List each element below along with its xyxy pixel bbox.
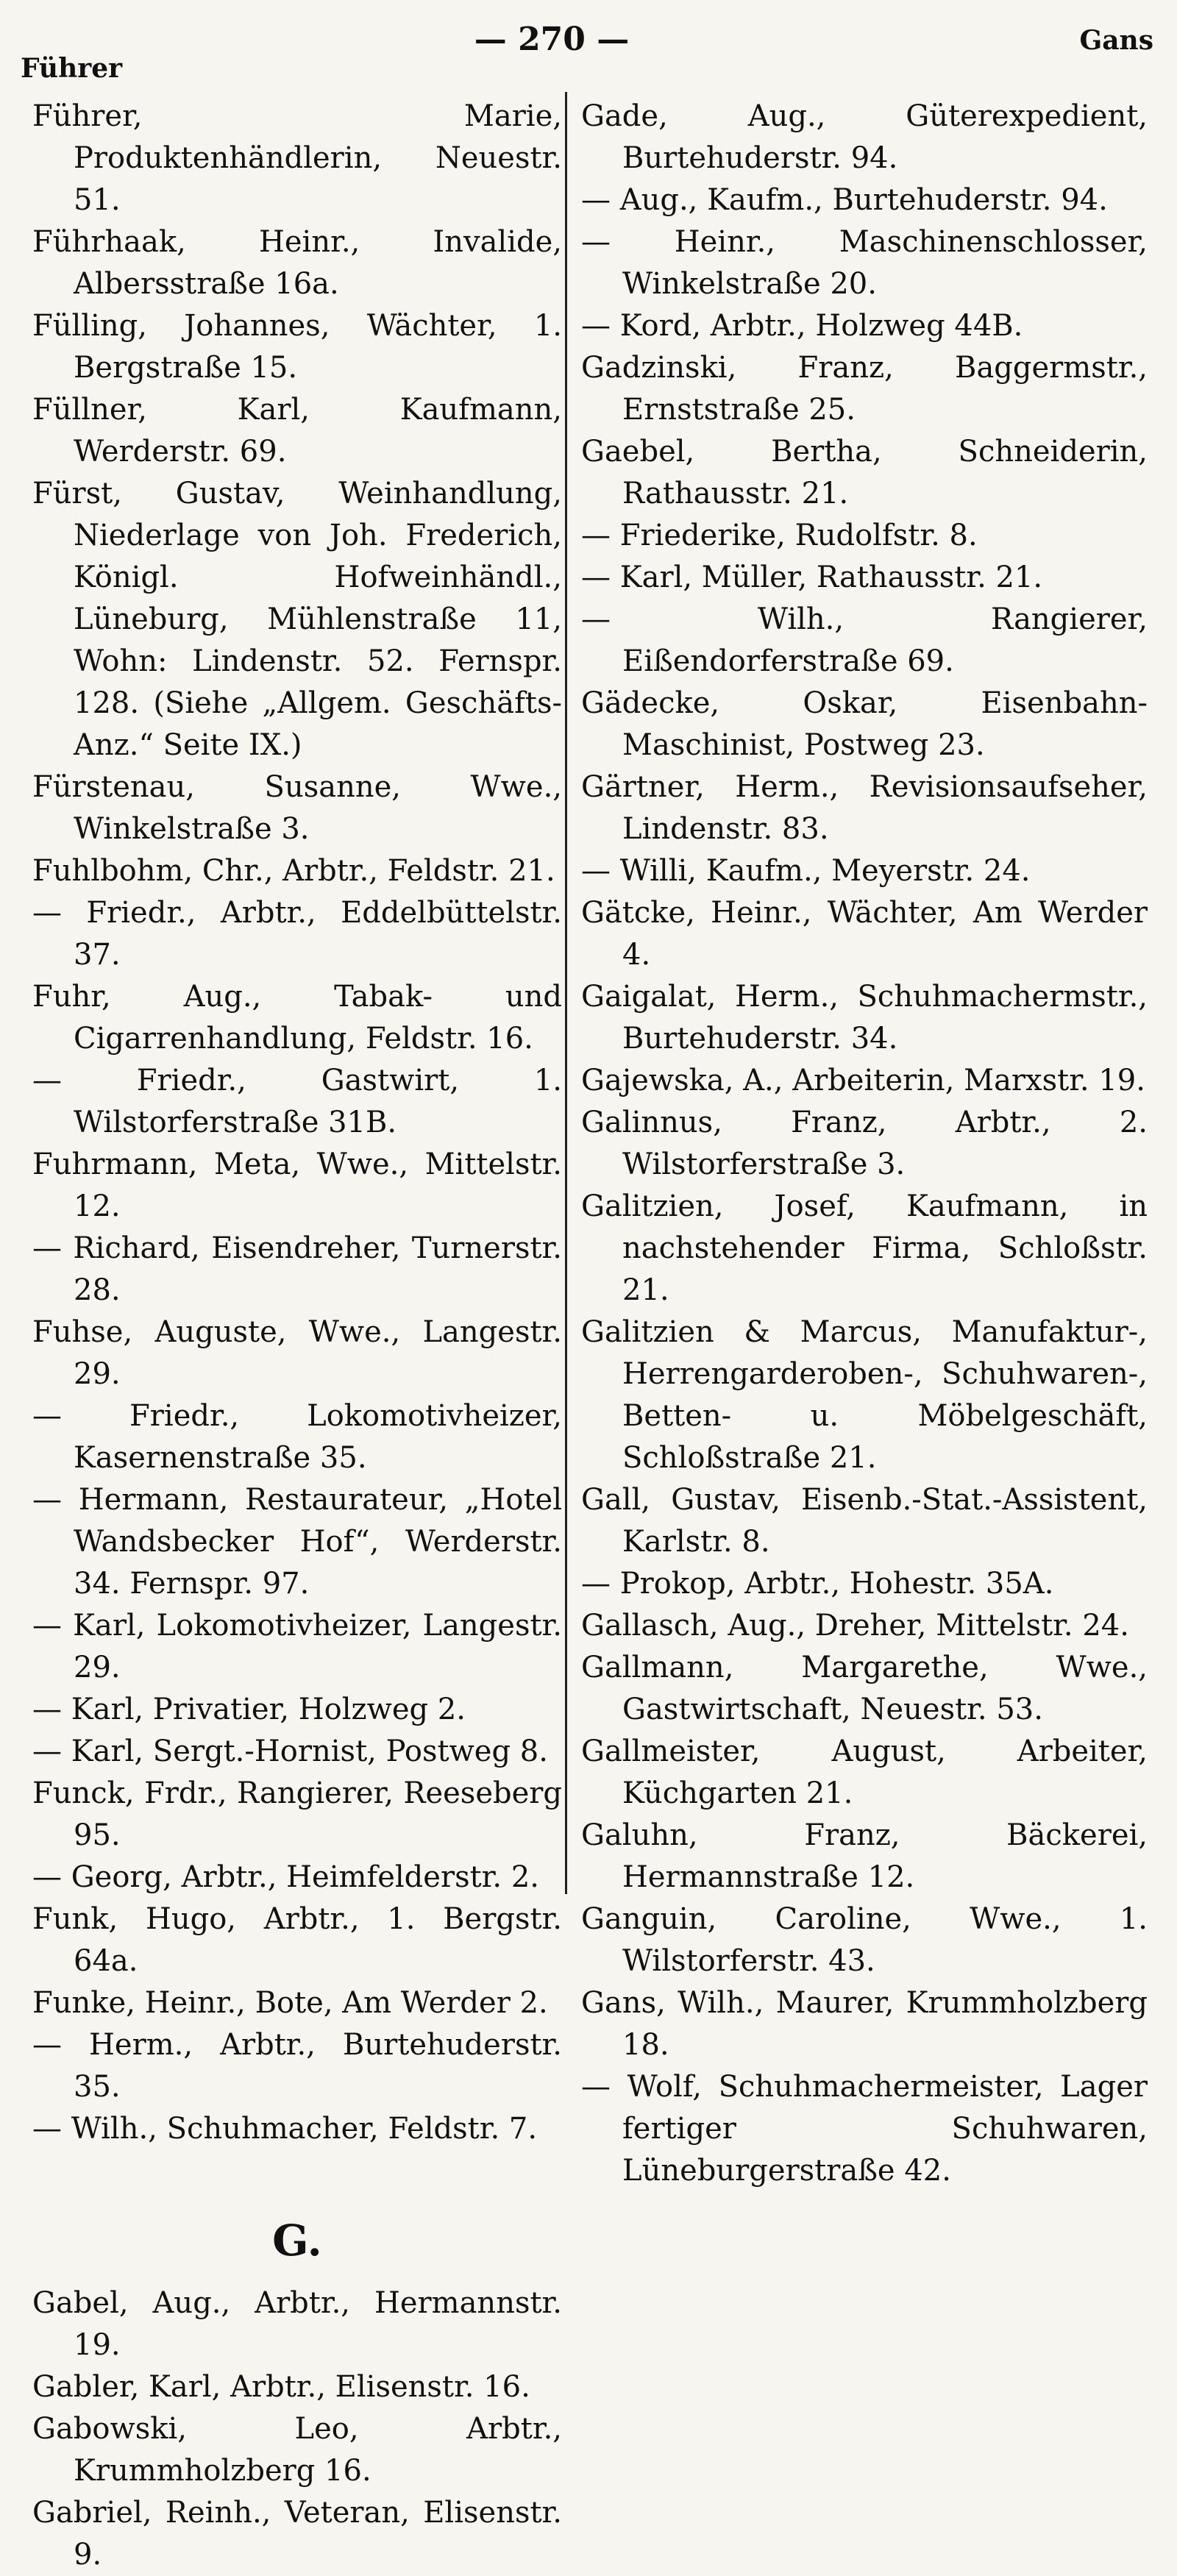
list-item: Fuhr, Aug., Tabak- und Cigarrenhandlung, Feldstr. 16.: [32, 980, 562, 1056]
list-item: Gabler, Karl, Arbtr., Elisenstr. 16.: [32, 2370, 530, 2404]
list-item: Galinnus, Franz, Arbtr., 2. Wilstorferstraße 3.: [581, 1106, 1148, 1181]
list-item: — Friedr., Gastwirt, 1. Wilstorferstraße 31B.: [32, 1064, 562, 1139]
right-column: [581, 96, 1148, 2192]
list-item: — Friedr., Lokomotivheizer, Kasernenstraße 35.: [32, 1399, 562, 1475]
list-item: Führhaak, Heinr., Invalide, Albersstraße 16a.: [32, 225, 562, 301]
list-item: Führer, Marie, Produktenhändlerin, Neuestr. 51.: [32, 99, 562, 217]
list-item: Gädecke, Oskar, Eisenbahn-Maschinist, Postweg 23.: [581, 686, 1148, 762]
list-item: Füllner, Karl, Kaufmann, Werderstr. 69.: [32, 393, 562, 469]
column-divider: [565, 92, 567, 1894]
list-item: Gallmann, Margarethe, Wwe., Gastwirtschaft, Neuestr. 53.: [581, 1651, 1148, 1726]
list-item: Gajewska, A., Arbeiterin, Marxstr. 19.: [581, 1064, 1145, 1097]
list-item: Gabel, Aug., Arbtr., Hermannstr. 19.: [32, 2286, 562, 2362]
list-item: Galitzien & Marcus, Manufaktur-, Herrengarderoben-, Schuhwaren-, Betten- u. Möbelgeschäft, Schloßstraße 21.: [581, 1315, 1148, 1475]
list-item: — Aug., Kaufm., Burtehuderstr. 94.: [581, 183, 1108, 217]
list-item: Gärtner, Herm., Revisionsaufseher, Lindenstr. 83.: [581, 770, 1148, 846]
left-column: [32, 96, 562, 2576]
list-item: — Wilh., Rangierer, Eißendorferstraße 69.: [581, 602, 1148, 678]
running-head-left: Führer: [21, 53, 123, 84]
list-item: — Karl, Privatier, Holzweg 2.: [32, 1693, 466, 1726]
list-item: Gallmeister, August, Arbeiter, Küchgarten 21.: [581, 1734, 1148, 1810]
list-item: — Karl, Lokomotivheizer, Langestr. 29.: [32, 1609, 562, 1684]
list-item: Galitzien, Josef, Kaufmann, in nachstehender Firma, Schloßstr. 21.: [581, 1189, 1148, 1307]
list-item: Gabowski, Leo, Arbtr., Krummholzberg 16.: [32, 2412, 562, 2488]
list-item: Funke, Heinr., Bote, Am Werder 2.: [32, 1986, 548, 2020]
list-item: — Hermann, Restaurateur, „Hotel Wandsbecker Hof“, Werderstr. 34. Fernspr. 97.: [32, 1483, 562, 1601]
list-item: — Karl, Sergt.-Hornist, Postweg 8.: [32, 1734, 548, 1768]
list-item: Funk, Hugo, Arbtr., 1. Bergstr. 64a.: [32, 1902, 562, 1978]
list-item: Fülling, Johannes, Wächter, 1. Bergstraße 15.: [32, 309, 562, 385]
list-item: — Willi, Kaufm., Meyerstr. 24.: [581, 854, 1031, 888]
section-heading: G.: [272, 2216, 322, 2266]
list-item: Funck, Frdr., Rangierer, Reeseberg 95.: [32, 1776, 562, 1852]
list-item: Gallasch, Aug., Dreher, Mittelstr. 24.: [581, 1609, 1129, 1643]
list-item: — Richard, Eisendreher, Turnerstr. 28.: [32, 1231, 562, 1307]
page-number: — 270 —: [474, 21, 630, 58]
list-item: — Prokop, Arbtr., Hohestr. 35A.: [581, 1567, 1054, 1601]
list-item: — Kord, Arbtr., Holzweg 44B.: [581, 309, 1023, 343]
list-item: — Herm., Arbtr., Burtehuderstr. 35.: [32, 2028, 562, 2104]
running-head-right: Gans: [1079, 25, 1153, 56]
list-item: Gall, Gustav, Eisenb.-Stat.-Assistent, Karlstr. 8.: [581, 1483, 1148, 1559]
list-item: Gans, Wilh., Maurer, Krummholzberg 18.: [581, 1986, 1148, 2062]
list-item: — Karl, Müller, Rathausstr. 21.: [581, 561, 1043, 594]
list-item: Gade, Aug., Güterexpedient, Burtehuderstr. 94.: [581, 99, 1148, 175]
list-item: Ganguin, Caroline, Wwe., 1. Wilstorferstr. 43.: [581, 1902, 1148, 1978]
list-item: Fuhlbohm, Chr., Arbtr., Feldstr. 21.: [32, 854, 555, 888]
list-item: — Georg, Arbtr., Heimfelderstr. 2.: [32, 1860, 540, 1894]
list-item: Fuhse, Auguste, Wwe., Langestr. 29.: [32, 1315, 562, 1391]
list-item: Gabriel, Reinh., Veteran, Elisenstr. 9.: [32, 2496, 562, 2572]
list-item: Gaebel, Bertha, Schneiderin, Rathausstr. 21.: [581, 435, 1148, 510]
list-item: Fürstenau, Susanne, Wwe., Winkelstraße 3.: [32, 770, 562, 846]
list-item: Gaigalat, Herm., Schuhmachermstr., Burtehuderstr. 34.: [581, 980, 1148, 1056]
list-item: — Wolf, Schuhmachermeister, Lager fertiger Schuhwaren, Lüneburgerstraße 42.: [581, 2070, 1148, 2188]
list-item: — Friedr., Arbtr., Eddelbüttelstr. 37.: [32, 896, 562, 972]
list-item: — Friederike, Rudolfstr. 8.: [581, 519, 978, 552]
list-item: Gätcke, Heinr., Wächter, Am Werder 4.: [581, 896, 1148, 972]
list-item: Fuhrmann, Meta, Wwe., Mittelstr. 12.: [32, 1148, 562, 1223]
list-item: — Wilh., Schuhmacher, Feldstr. 7.: [32, 2112, 538, 2146]
list-item: — Heinr., Maschinenschlosser, Winkelstraße 20.: [581, 225, 1148, 301]
list-item: Fürst, Gustav, Weinhandlung, Niederlage von Joh. Frederich, Königl. Hofweinhändl., Lüneburg, Mühlenstraße 11, Wohn: Lindenstr. 52. Fernspr. 128. (Siehe „Allgem. Geschäfts-Anz.“ Seite IX.): [32, 477, 562, 762]
list-item: Galuhn, Franz, Bäckerei, Hermannstraße 12.: [581, 1818, 1148, 1894]
list-item: Gadzinski, Franz, Baggermstr., Ernststraße 25.: [581, 351, 1148, 427]
